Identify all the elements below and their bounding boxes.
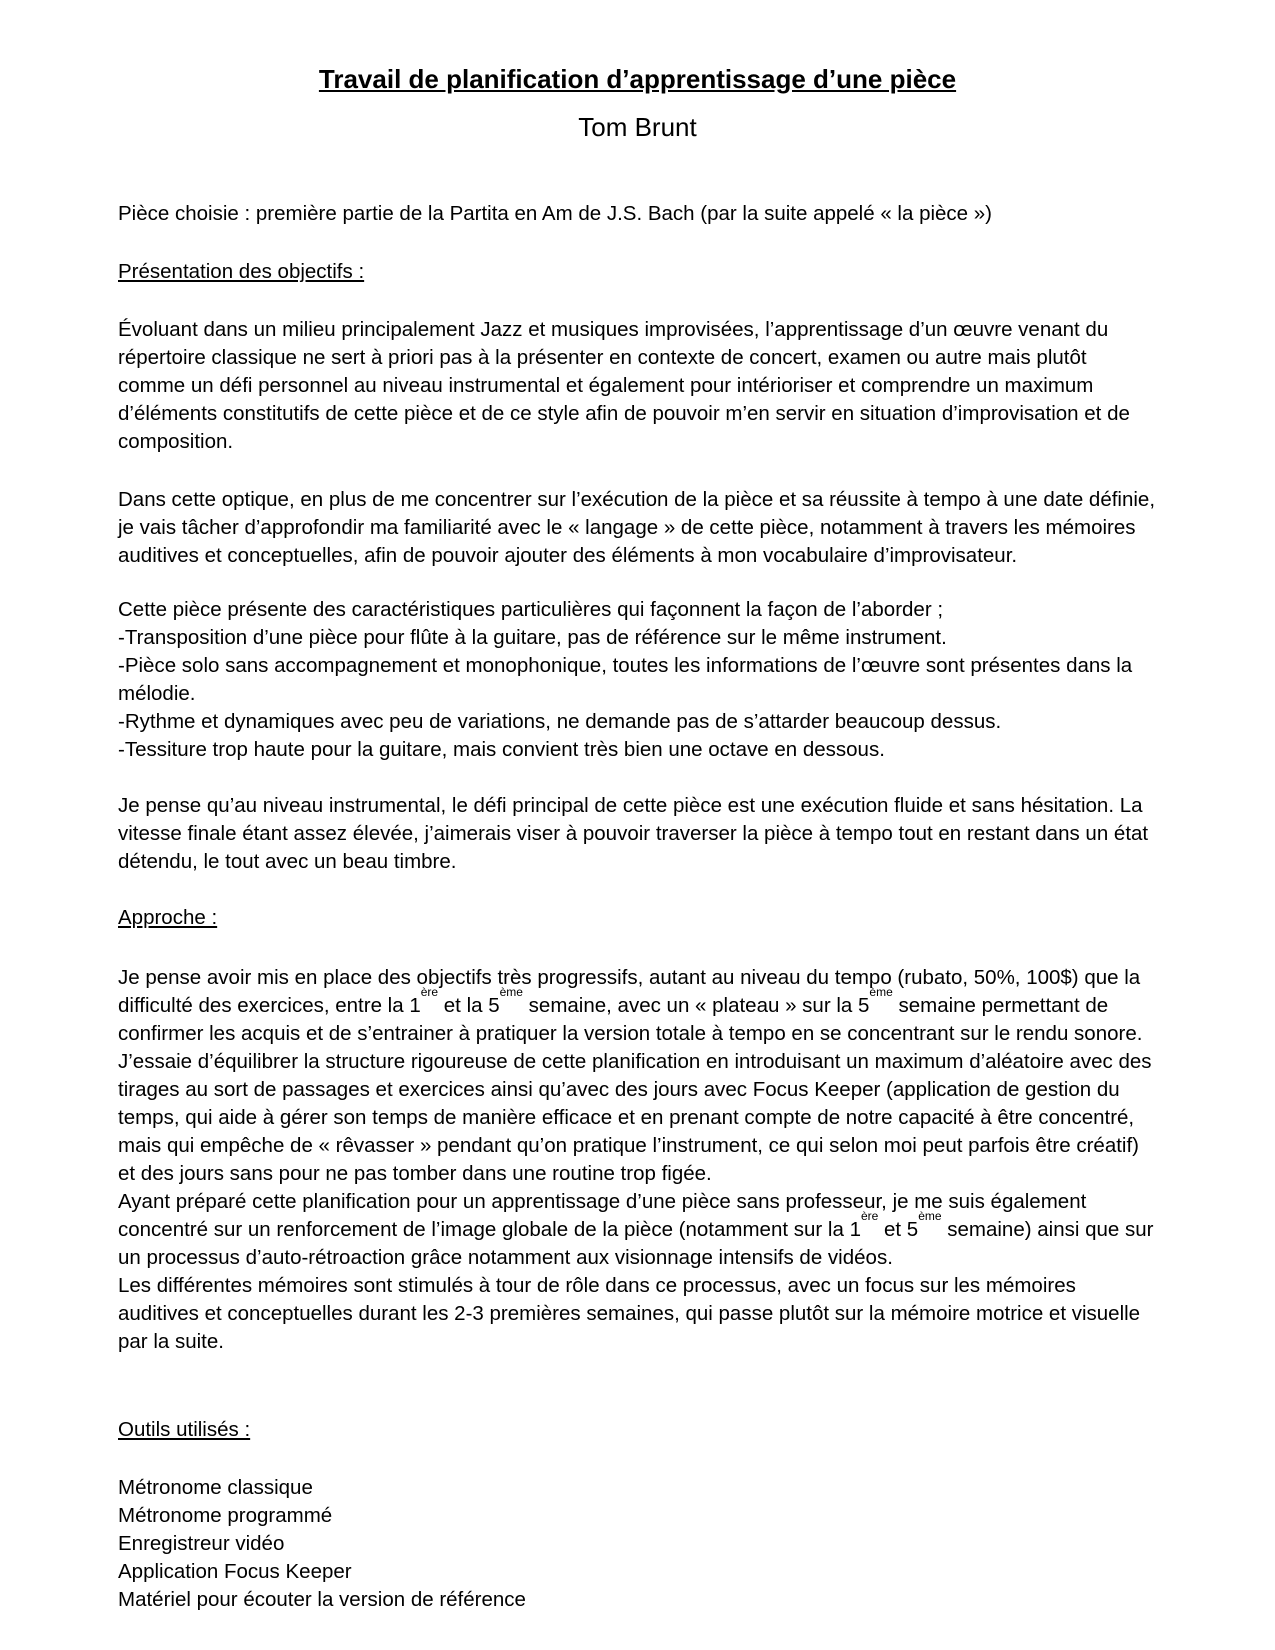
tool-item: Métronome classique — [118, 1476, 313, 1499]
approach-p1-segment: semaine permettant de confirmer les acquis et de s’entrainer à pratiquer la version totale à tempo en se concentrant sur le rendu sonore. — [118, 994, 1143, 1045]
ordinal-superscript: ème — [918, 1209, 942, 1224]
ordinal-superscript: ère — [860, 1209, 879, 1224]
tool-item: Enregistreur vidéo — [118, 1532, 285, 1555]
approach-p3-segment: Ayant préparé cette planification pour un apprentissage d’une pièce sans professeur, je me suis également concentré sur un renforcement de l’image globale de la pièce (notamment sur la 1 — [118, 1190, 1087, 1241]
paragraph-dans-cette-optique: Dans cette optique, en plus de me concentrer sur l’exécution de la pièce et sa réussite à tempo à une date définie, je vais tâcher d’approfondir ma familiarité avec le « langage » de cette pièce, notamment à travers les mémoires auditives et conceptuelles, afin de pouvoir ajouter des éléments à mon vocabulaire d’improvisateur. — [118, 488, 1156, 567]
section-heading-objectifs: Présentation des objectifs : — [118, 260, 365, 283]
section-heading-outils: Outils utilisés : — [118, 1418, 251, 1441]
characteristic-item: -Rythme et dynamiques avec peu de variations, ne demande pas de s’attarder beaucoup dessus. — [118, 710, 1002, 733]
tool-item: Métronome programmé — [118, 1504, 333, 1527]
tools-list — [118, 1474, 1157, 1614]
characteristics-intro-line: Cette pièce présente des caractéristiques particulières qui façonnent la façon de l’aborder ; — [118, 598, 944, 621]
approach-p1-segment: semaine, avec un « plateau » sur la 5 — [522, 994, 870, 1017]
ordinal-superscript: ème — [869, 985, 893, 1000]
approach-paragraph-sans-professeur — [118, 1188, 1157, 1272]
ordinal-superscript: ème — [499, 985, 523, 1000]
author-name: Tom Brunt — [578, 112, 697, 142]
approach-paragraph-objectifs-progressifs — [118, 964, 1157, 1048]
approach-p1-segment: et la 5 — [438, 994, 500, 1017]
approach-p1-segment: Je pense avoir mis en place des objectifs très progressifs, autant au niveau du tempo (rubato, 50%, 100$) que la difficulté des exercices, entre la 1 — [118, 966, 1141, 1017]
document-title: Travail de planification d’apprentissage d’une pièce — [318, 64, 957, 94]
approach-body — [118, 964, 1157, 1356]
section-heading-approche: Approche : — [118, 906, 218, 929]
characteristics-block — [118, 596, 1157, 764]
approach-p3-segment: semaine) ainsi que sur un processus d’auto-rétroaction grâce notamment aux visionnage intensifs de vidéos. — [118, 1218, 1154, 1269]
paragraph-defi-principal: Je pense qu’au niveau instrumental, le défi principal de cette pièce est une exécution fluide et sans hésitation. La vitesse finale étant assez élevée, j’aimerais viser à pouvoir traverser la pièce à tempo tout en restant dans un état détendu, le tout avec un beau timbre. — [118, 794, 1149, 873]
characteristic-item: -Pièce solo sans accompagnement et monophonique, toutes les informations de l’œuvre sont présentes dans la mélodie. — [118, 654, 1133, 705]
characteristic-item: -Transposition d’une pièce pour flûte à la guitare, pas de référence sur le même instrument. — [118, 626, 947, 649]
approach-p3-segment: et 5 — [878, 1218, 919, 1241]
approach-paragraph-equilibrer: J’essaie d’équilibrer la structure rigoureuse de cette planification en introduisant un maximum d’aléatoire avec des tirages au sort de passages et exercices ainsi qu’avec des jours avec Focus Keeper (application de gestion du temps, qui aide à gérer son temps de manière efficace et en prenant compte de notre capacité à être concentré, mais qui empêche de « rêvasser » pendant qu’on pratique l’instrument, ce qui selon moi peut parfois être créatif) et des jours sans pour ne pas tomber dans une routine trop figée. — [118, 1050, 1152, 1185]
characteristic-item: -Tessiture trop haute pour la guitare, mais convient très bien une octave en dessous. — [118, 738, 885, 761]
approach-paragraph-memoires: Les différentes mémoires sont stimulés à tour de rôle dans ce processus, avec un focus sur les mémoires auditives et conceptuelles durant les 2-3 premières semaines, qui passe plutôt sur la mémoire motrice et visuelle par la suite. — [118, 1274, 1141, 1353]
tool-item: Matériel pour écouter la version de référence — [118, 1588, 526, 1611]
paragraph-evoluant: Évoluant dans un milieu principalement Jazz et musiques improvisées, l’apprentissage d’un œuvre venant du répertoire classique ne sert à priori pas à la présenter en contexte de concert, examen ou autre mais plutôt comme un défi personnel au niveau instrumental et également pour intérioriser et comprendre un maximum d’éléments constitutifs de cette pièce et de ce style afin de pouvoir m’en servir en situation d’improvisation et de composition. — [118, 318, 1130, 453]
piece-choisie-line: Pièce choisie : première partie de la Partita en Am de J.S. Bach (par la suite appelé « la pièce ») — [118, 202, 993, 225]
ordinal-superscript: ère — [420, 985, 439, 1000]
tool-item: Application Focus Keeper — [118, 1560, 352, 1583]
